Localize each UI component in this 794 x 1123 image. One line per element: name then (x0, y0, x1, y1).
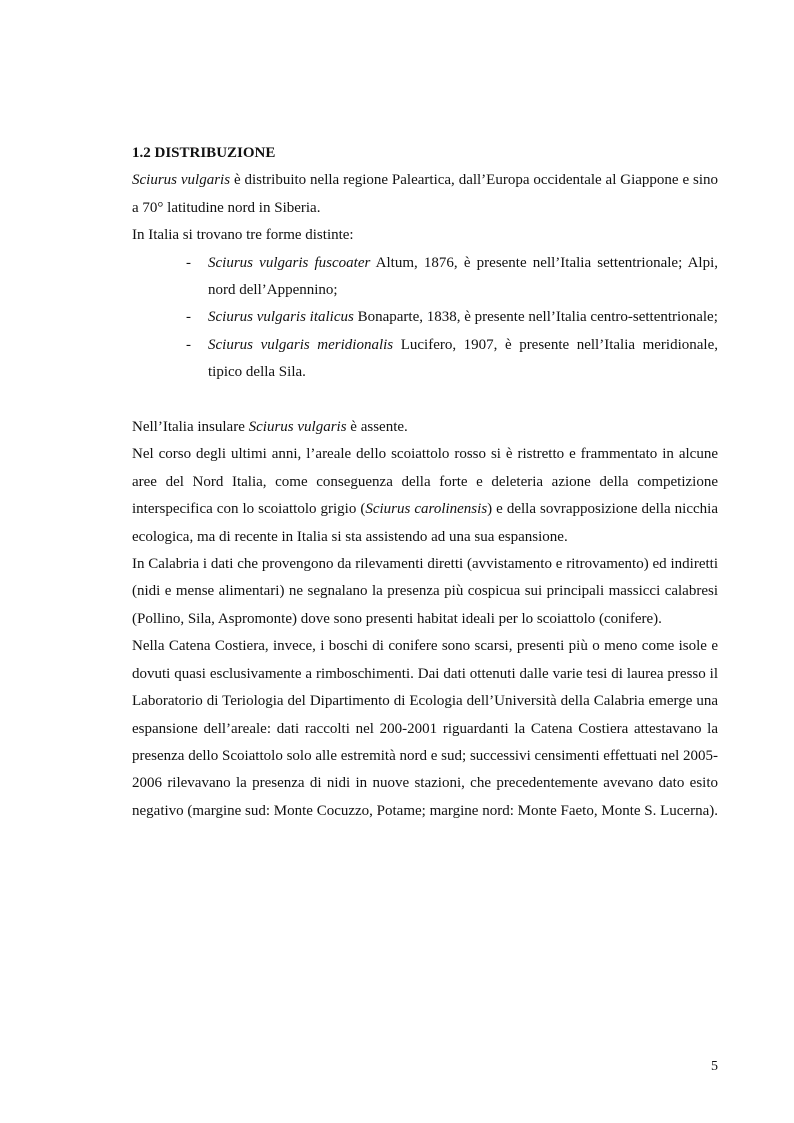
insular-text-after: è assente. (346, 419, 408, 436)
list-dash: - (186, 309, 191, 326)
intro-text: è distribuito nella regione Paleartica, dall’Europa occidentale al Giappone e sino a 70° latitudine nord in Siberia. (132, 172, 719, 216)
subspecies-name: Sciurus vulgaris fuscoater (208, 254, 371, 271)
list-item (132, 304, 718, 331)
page-body (132, 140, 718, 825)
forms-intro: In Italia si trovano tre forme distinte: (132, 227, 354, 244)
calabria-paragraph: In Calabria i dati che provengono da rilevamenti diretti (avvistamento e ritrovamento) ed indiretti (nidi e mense alimentari) ne segnalano la presenza più cospicua sui principali massicci calabresi (Pollino, Sila, Aspromonte) dove sono presenti habitat ideali per lo scoiattolo (conifere). (132, 556, 718, 627)
species-name: Sciurus vulgaris (248, 419, 347, 436)
intro-paragraph (132, 167, 718, 222)
subspecies-name: Sciurus vulgaris italicus (208, 309, 354, 326)
list-dash: - (186, 254, 191, 271)
catena-paragraph: Nella Catena Costiera, invece, i boschi di conifere sono scarsi, presenti più o meno come isole e dovuti quasi esclusivamente a rimboschimenti. Dai dati ottenuti dalle varie tesi di laurea presso il Laboratorio di Teriologia del Dipartimento di Ecologia dell’Università della Calabria emerge una espansione dell’areale: dati raccolti nel 200-2001 riguardanti la Catena Costiera attestavano la presenza dello Scoiattolo solo alle estremità nord e sud; successivi censimenti effettuati nel 2005-2006 rilevavano la presenza di nidi in nuove stazioni, che precedentemente avevano dato esito negativo (margine sud: Monte Cocuzzo, Potame; margine nord: Monte Faeto, Monte S. Lucerna). (132, 638, 718, 819)
subspecies-name: Sciurus vulgaris meridionalis (208, 336, 394, 353)
list-dash: - (186, 336, 191, 353)
list-item (132, 332, 718, 387)
subspecies-text: Lucifero, 1907, è presente nell’Italia meridionale, tipico della Sila. (208, 336, 718, 381)
insular-text-before: Nell’Italia insulare (132, 419, 249, 436)
subspecies-list (132, 250, 718, 387)
insular-paragraph (132, 414, 718, 441)
decline-text-before: Nel corso degli ultimi anni, l’areale dello scoiattolo rosso si è ristretto e frammentato in alcune aree del Nord Italia, come conseguenza della forte e deleteria azione della competizione interspecifica con lo scoiattolo grigio ( (132, 446, 718, 518)
section-heading: 1.2 DISTRIBUZIONE (132, 145, 276, 161)
species-name: Sciurus vulgaris (132, 172, 231, 189)
decline-paragraph (132, 441, 718, 551)
list-item (132, 250, 718, 305)
subspecies-text: Bonaparte, 1838, è presente nell’Italia centro-settentrionale; (353, 309, 718, 326)
decline-text-after: ) e della sovrapposizione della nicchia ecologica, ma di recente in Italia si sta assistendo ad una sua espansione. (132, 501, 718, 545)
blank-line (132, 387, 718, 414)
subspecies-text: Altum, 1876, è presente nell’Italia settentrionale; Alpi, nord dell’Appennino; (208, 254, 718, 299)
species-name: Sciurus carolinensis (365, 501, 488, 518)
page-number: 5 (711, 1059, 718, 1074)
